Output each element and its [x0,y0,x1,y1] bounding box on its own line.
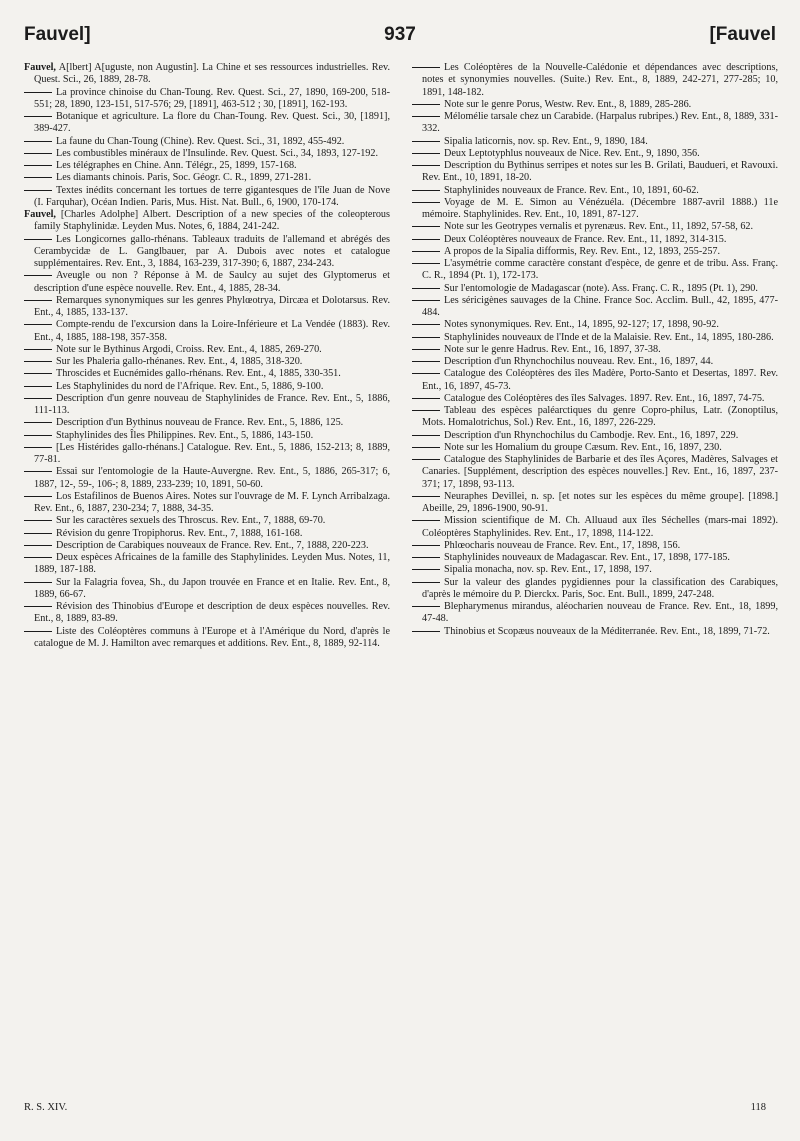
entry-text: Description d'un genre nouveau de Staphylinides de France. Rev. Ent., 5, 1886, 111-113. [34,392,390,416]
ditto-dash [412,582,440,583]
ditto-dash [412,251,440,252]
entry-text: Los Estafilinos de Buenos Aires. Notes sur l'ouvrage de M. F. Lynch Arribalzaga. Rev. Ent., 6, 1887, 230-234; 7, 1888, 34-35. [34,490,390,514]
bibliography-entry [412,234,778,246]
entry-text: Note sur le genre Porus, Westw. Rev. Ent., 8, 1889, 285-286. [444,98,692,110]
entry-text: Les télégraphes en Chine. Ann. Télégr., 25, 1899, 157-168. [56,160,297,171]
entry-text: Staphylinides nouveaux de Madagascar. Rev. Ent., 17, 1898, 177-185. [444,552,730,563]
bibliography-entry [412,454,778,491]
bibliography-entry [412,577,778,602]
ditto-dash [24,165,52,166]
entry-text: Voyage de M. E. Simon au Vénézuéla. (Décembre 1887-avril 1888.) 11e mémoire. Staphylinides. Rev. Ent., 10, 1891, 87-127. [422,196,778,220]
bibliography-entry [24,185,390,210]
entry-text: Staphylinides des Îles Philippines. Rev. Ent., 5, 1886, 143-150. [56,429,314,441]
ditto-dash [24,631,52,632]
entry-text: Les combustibles minéraux de l'Insulinde. Rev. Quest. Sci., 34, 1893, 127-192. [56,147,379,159]
entry-text: Staphylinides nouveaux de France. Rev. Ent., 10, 1891, 60-62. [444,184,699,196]
bibliography-entry [24,295,390,320]
entry-text: Phlœocharis nouveau de France. Rev. Ent., 17, 1898, 156. [444,539,681,551]
ditto-dash [24,447,52,448]
bibliography-entry [24,626,390,651]
bibliography-entry [412,368,778,393]
entry-text: Catalogue des Coléoptères des îles Madère, Porto-Santo et Desertas, 1897. Rev. Ent., 16, 1897, 45-73. [422,368,778,392]
entry-text: [Charles Adolphe] Albert. Description of a new species of the coleopterous family Staphylinidæ. Leyden Mus. Notes, 6, 1884, 241-242. [34,209,390,233]
ditto-dash [24,190,52,191]
bibliography-entry [24,234,390,271]
signature-mark: R. S. XIV. [24,1102,68,1113]
entry-text: A propos de la Sipalia difformis, Rey. Rev. Ent., 12, 1893, 255-257. [444,245,721,257]
bibliography-entry [412,319,778,331]
entry-text: Description de Carabiques nouveaux de France. Rev. Ent., 7, 1888, 220-223. [56,539,369,551]
bibliography-entry [412,332,778,344]
ditto-dash [412,459,440,460]
ditto-dash [24,300,52,301]
bibliography-entry [24,601,390,626]
bibliography-entry [412,344,778,356]
ditto-dash [412,545,440,546]
entry-text: A[lbert] A[uguste, non Augustin]. La Chine et ses ressources industrielles. Rev. Quest. Sci., 26, 1889, 28-78. [34,62,390,86]
ditto-dash [24,324,52,325]
entry-text: Révision des Thinobius d'Europe et description de deux espèces nouvelles. Rev. Ent., 8, 1889, 83-89. [34,601,390,625]
bibliography-entry [412,185,778,197]
entry-text: La faune du Chan-Toung (Chine). Rev. Quest. Sci., 31, 1892, 455-492. [56,135,345,147]
ditto-dash [412,153,440,154]
ditto-dash [412,447,440,448]
signature-number: 118 [750,1102,766,1113]
bibliography-entry [24,466,390,491]
ditto-dash [412,569,440,570]
entry-text: Les diamants chinois. Paris, Soc. Géogr. C. R., 1899, 271-281. [56,172,312,184]
entry-text: Sur les caractères sexuels des Throscus. Rev. Ent., 7, 1888, 69-70. [56,515,326,527]
bibliography-entry [412,221,778,233]
bibliography-entry: Fauvel, [Charles Adolphe] Albert. Description of a new species of the coleopterous family Staphylinidæ. Leyden Mus. Notes, 6, 1884, 241-242. [24,209,390,233]
bibliography-entry [24,111,390,136]
entry-text: Compte-rendu de l'excursion dans la Loire-Inférieure et La Vendée (1883). Rev. Ent., 4, 1885, 188-198, 357-358. [34,319,390,343]
entry-text: Sur l'entomologie de Madagascar (note). Ass. Franç. C. R., 1895 (Pt. 1), 290. [444,282,758,294]
ditto-dash [24,386,52,387]
entry-text: Les séricigènes sauvages de la Chine. France Soc. Acclim. Bull., 42, 1895, 477-484. [422,294,778,318]
entry-text: Mission scientifique de M. Ch. Alluaud aux îles Séchelles (mars-mai 1892). Coléoptères Staphylinides. Rev. Ent., 17, 1898, 114-122. [422,515,778,539]
bibliography-entry [24,319,390,344]
bibliography-entry [412,283,778,295]
ditto-dash [412,398,440,399]
entry-text: Catalogue des Staphylinides de Barbarie et des îles Açores, Madères, Salvages et Canaries. [Supplément, description des espèces nouvelles.] Rev. Ent., 16, 1897, 237-371; 17, 1898, 93-113. [422,454,778,490]
ditto-dash [24,557,52,558]
bibliography-entry [412,136,778,148]
ditto-dash [24,606,52,607]
bibliography-entry [24,577,390,602]
ditto-dash [24,177,52,178]
entry-text: La province chinoise du Chan-Toung. Rev. Quest. Sci., 27, 1890, 169-200, 518-551; 28, 1890, 123-151, 517-576; 29, [1891], 463-512 ; 30, [1891], 162-193. [34,86,390,110]
ditto-dash [24,153,52,154]
ditto-dash [412,141,440,142]
bibliography-entry [412,564,778,576]
bibliography-entry [24,136,390,148]
ditto-dash [412,288,440,289]
bibliography-entry [412,356,778,368]
bibliography-entry [412,393,778,405]
entry-text: L'asymétrie comme caractère constant d'espèce, de genre et de tribu. Ass. Franç. C. R., 1894 (Pt. 1), 172-173. [422,258,778,282]
ditto-dash [412,116,440,117]
ditto-dash [412,67,440,68]
ditto-dash [24,373,52,374]
bibliography-entry [24,540,390,552]
ditto-dash [412,202,440,203]
ditto-dash [412,373,440,374]
ditto-dash [24,361,52,362]
ditto-dash [412,104,440,105]
ditto-dash [412,263,440,264]
ditto-dash [24,520,52,521]
entry-text: Blepharymenus mirandus, aléocharien nouveau de France. Rev. Ent., 18, 1899, 47-48. [422,601,778,625]
ditto-dash [24,398,52,399]
ditto-dash [412,300,440,301]
bibliography-entry [24,172,390,184]
page-header [24,24,776,52]
entry-text: Sipalia monacha, nov. sp. Rev. Ent., 17, 1898, 197. [444,564,652,576]
ditto-dash [412,520,440,521]
page-number: 937 [384,24,416,45]
ditto-dash [412,410,440,411]
entry-text: Botanique et agriculture. La flore du Chan-Toung. Rev. Quest. Sci., 30, [1891], 389-427. [34,111,390,135]
ditto-dash [24,435,52,436]
bibliography-entry [412,430,778,442]
bibliography-entry [412,258,778,283]
left-column [24,62,390,650]
entry-text: Thinobius et Scopæus nouveaux de la Méditerranée. Rev. Ent., 18, 1899, 71-72. [444,625,770,637]
bibliography-entry [412,160,778,185]
bibliography-entry [412,295,778,320]
ditto-dash [24,239,52,240]
entry-text: Staphylinides nouveaux de l'Inde et de la Malaisie. Rev. Ent., 14, 1895, 180-286. [444,331,774,343]
bibliography-entry [412,601,778,626]
ditto-dash [24,582,52,583]
entry-text: Mélomélie tarsale chez un Carabide. (Harpalus rubripes.) Rev. Ent., 8, 1889, 331-332. [422,111,778,135]
entry-text: Catalogue des Coléoptères des îles Salvages. 1897. Rev. Ent., 16, 1897, 74-75. [444,392,765,404]
ditto-dash [412,190,440,191]
ditto-dash [412,606,440,607]
ditto-dash [24,496,52,497]
bibliography-entry [24,491,390,516]
ditto-dash [412,435,440,436]
ditto-dash [24,533,52,534]
bibliography-entry [24,552,390,577]
running-head-left: Fauvel] [24,24,91,45]
bibliography-entry [24,515,390,527]
bibliography-entry [412,111,778,136]
bibliography-entry [412,491,778,516]
bibliography-entry [24,160,390,172]
entry-text: Révision du genre Tropiphorus. Rev. Ent., 7, 1888, 161-168. [56,527,303,539]
bibliography-entry [412,246,778,258]
ditto-dash [412,349,440,350]
bibliography-entry [412,540,778,552]
ditto-dash [412,337,440,338]
entry-text: Sipalia laticornis, nov. sp. Rev. Ent., 9, 1890, 184. [444,135,648,147]
bibliography-entry [24,270,390,295]
bibliography-entry [24,393,390,418]
running-head-right: [Fauvel [709,24,776,45]
ditto-dash [412,631,440,632]
bibliography-entry [24,430,390,442]
bibliography-entry [412,626,778,638]
bibliography-entry [412,515,778,540]
entry-text: Description du Bythinus serripes et notes sur les B. Grilati, Baudueri, et Ravouxi. Rev. Ent., 10, 1891, 18-20. [422,160,778,184]
right-column [412,62,778,638]
entry-text: Tableau des espèces paléarctiques du genre Copro-philus, Latr. (Zonoptilus, Mots. Homalotrichus, Sol.) Rev. Ent., 16, 1897, 226-229. [422,405,778,429]
ditto-dash [412,226,440,227]
ditto-dash [412,361,440,362]
bibliography-entry [24,356,390,368]
entry-text: Deux espèces Africaines de la famille des Staphylinides. Leyden Mus. Notes, 11, 1889, 187-188. [34,552,390,576]
bibliography-entry [24,442,390,467]
bibliography-entry [412,197,778,222]
entry-text: [Les Histérides gallo-rhénans.] Catalogue. Rev. Ent., 5, 1886, 152-213; 8, 1889, 77-81. [34,441,390,465]
bibliography-entry: Fauvel, A[lbert] A[uguste, non Augustin]. La Chine et ses ressources industrielles. Rev. Quest. Sci., 26, 1889, 28-78. [24,62,390,86]
entry-text: Description d'un Bythinus nouveau de France. Rev. Ent., 5, 1886, 125. [56,417,344,429]
entry-text: Les Longicornes gallo-rhénans. Tableaux traduits de l'allemand et abrégés des Cerambycidæ de L. Ganglbauer, par A. Dubois avec notes et catalogue supplémentaires. Rev. Ent., 3, 1884, 163-239, 317-390; 6, 1887, 234-243. [34,233,390,269]
entry-text: Remarques synonymiques sur les genres Phylœotrya, Dircæa et Dolotarsus. Rev. Ent., 4, 1885, 133-137. [34,294,390,318]
bibliography-entry [24,528,390,540]
entry-text: Sur les Phaleria gallo-rhénanes. Rev. Ent., 4, 1885, 318-320. [56,356,303,367]
page-footer [24,1102,776,1118]
ditto-dash [24,275,52,276]
entry-text: Aveugle ou non ? Réponse à M. de Saulcy au sujet des Glyptomerus et description d'une espèce nouvelle. Rev. Ent., 4, 1885, 28-34. [34,270,390,294]
entry-text: Note sur le Bythinus Argodi, Croiss. Rev. Ent., 4, 1885, 269-270. [56,343,322,355]
bibliography-entry [24,344,390,356]
ditto-dash [412,557,440,558]
entry-text: Notes synonymiques. Rev. Ent., 14, 1895, 92-127; 17, 1898, 90-92. [444,319,719,331]
entry-text: Description d'un Rhynchochilus du Cambodje. Rev. Ent., 16, 1897, 229. [444,429,739,441]
entry-text: Description d'un Rhynchochilus nouveau. Rev. Ent., 16, 1897, 44. [444,356,714,367]
bibliography-entry [412,442,778,454]
ditto-dash [412,496,440,497]
entry-text: Deux Coléoptères nouveaux de France. Rev. Ent., 11, 1892, 314-315. [444,233,727,245]
entry-text: Les Staphylinides du nord de l'Afrique. Rev. Ent., 5, 1886, 9-100. [56,380,324,392]
entry-text: Sur la Falagria fovea, Sh., du Japon trouvée en France et en Italie. Rev. Ent., 8, 1889, 66-67. [34,576,390,600]
bibliography-entry [412,405,778,430]
ditto-dash [24,545,52,546]
ditto-dash [412,324,440,325]
entry-text: Neuraphes Devillei, n. sp. [et notes sur les espèces du même groupe]. [1898.] Abeille, 29, 1896-1900, 90-91. [422,490,778,514]
ditto-dash [412,165,440,166]
entry-text: Les Coléoptères de la Nouvelle-Calédonie et dépendances avec descriptions, notes et synonymies nouvelles. (Suite.) Rev. Ent., 8, 1889, 242-271, 277-285; 10, 1891, 148-182. [422,62,778,98]
bibliography-entry [412,62,778,99]
entry-text: Note sur les Geotrypes vernalis et pyrenæus. Rev. Ent., 11, 1892, 57-58, 62. [444,221,754,233]
entry-text: Sur la valeur des glandes pygidiennes pour la classification des Carabiques, d'après le mémoire du P. Dierckx. Paris, Soc. Ent. Bull., 1899, 247-248. [422,576,778,600]
entry-text: Liste des Coléoptères communs à l'Europe et à l'Amérique du Nord, d'après le catalogue de M. J. Hamilton avec remarques et additions. Rev. Ent., 8, 1889, 92-114. [34,625,390,649]
ditto-dash [24,471,52,472]
bibliography-entry [412,148,778,160]
entry-text: Essai sur l'entomologie de la Haute-Auvergne. Rev. Ent., 5, 1886, 265-317; 6, 1887, 12-, 59-, 106-; 8, 1889, 233-239; 10, 1891, 50-60. [34,466,390,490]
ditto-dash [412,239,440,240]
bibliography-entry [24,87,390,112]
entry-text: Throscides et Eucnémides gallo-rhénans. Rev. Ent., 4, 1885, 330-351. [56,368,341,380]
bibliography-entry [24,368,390,380]
bibliography-entry [24,148,390,160]
entry-text: Note sur le genre Hadrus. Rev. Ent., 16, 1897, 37-38. [444,343,661,355]
bibliography-entry [412,99,778,111]
ditto-dash [24,349,52,350]
entry-text: Textes inédits concernant les tortues de terre gigantesques de l'île Juan de Nove (I. Farquhar), Océan Indien. Paris, Mus. Hist. Nat. Bull., 6, 1900, 170-174. [34,184,390,208]
entry-text: Deux Leptotyphlus nouveaux de Nice. Rev. Ent., 9, 1890, 356. [444,147,700,159]
entry-text: Note sur les Homalium du groupe Cæsum. Rev. Ent., 16, 1897, 230. [444,441,722,453]
bibliography-entry [24,381,390,393]
bibliography-entry [24,417,390,429]
ditto-dash [24,422,52,423]
bibliography-entry [412,552,778,564]
ditto-dash [24,116,52,117]
ditto-dash [24,141,52,142]
ditto-dash [24,92,52,93]
